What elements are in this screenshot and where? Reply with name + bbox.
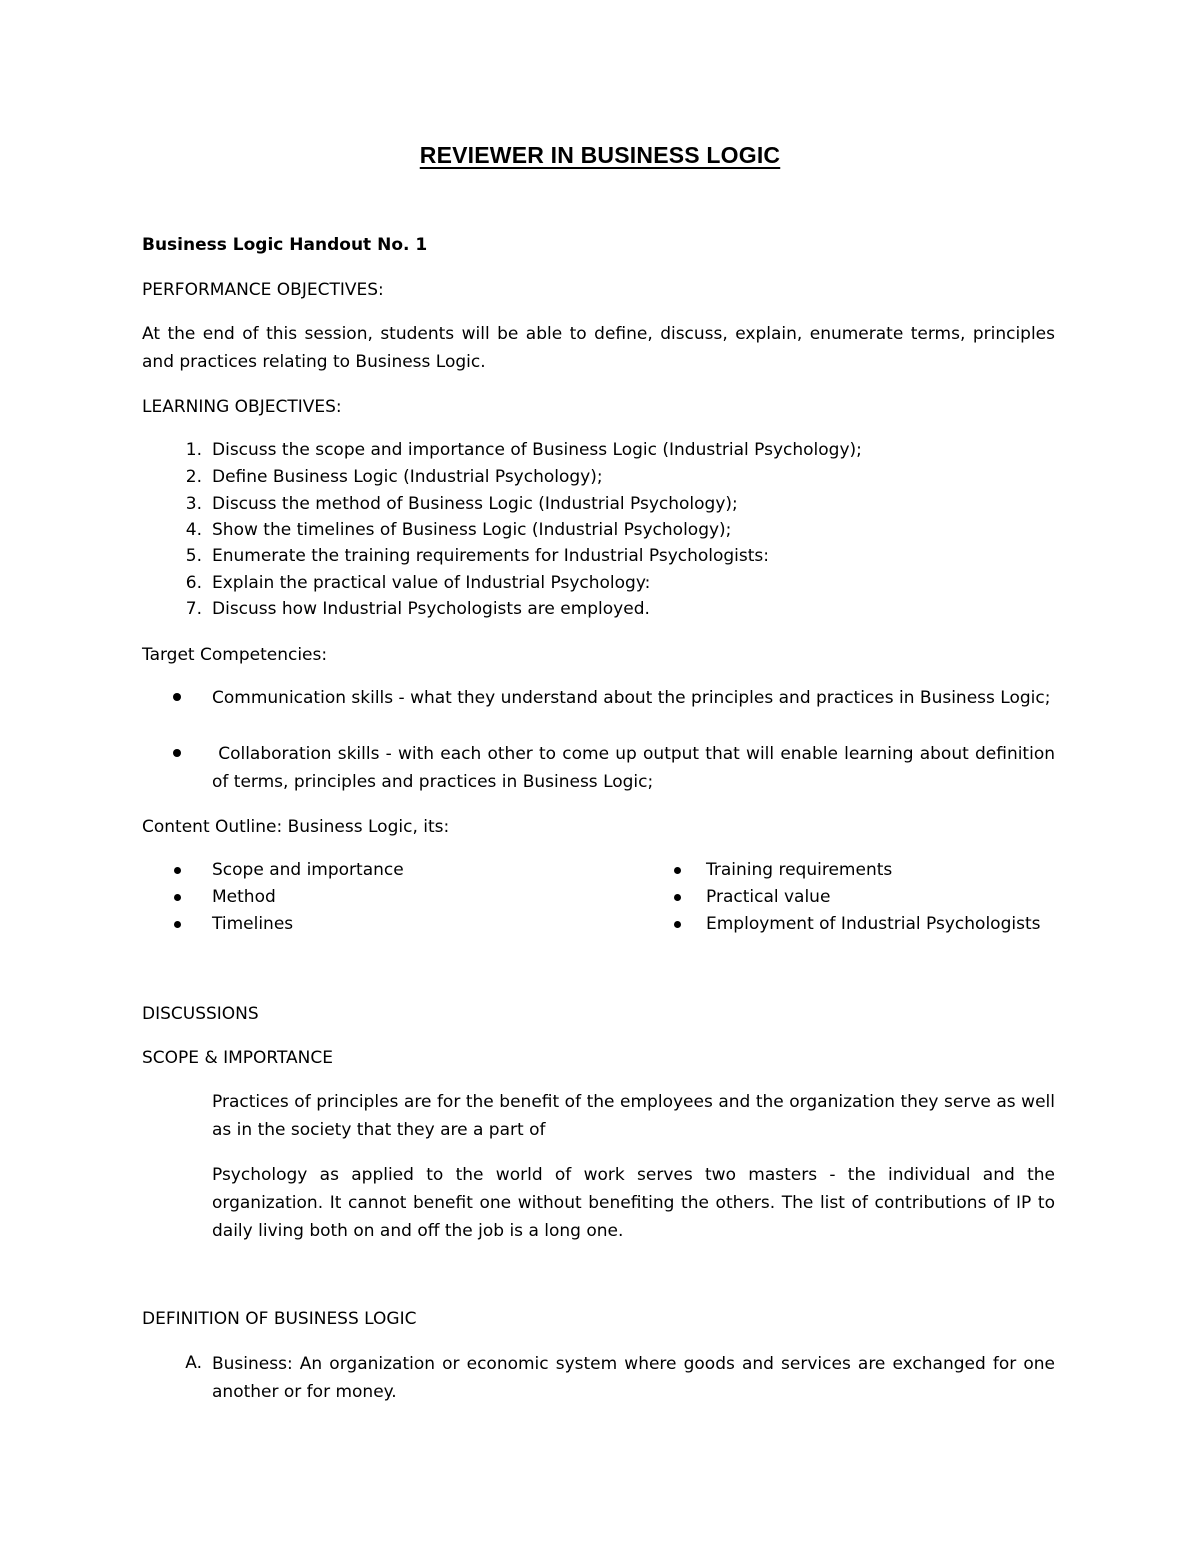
definition-heading: DEFINITION OF BUSINESS LOGIC [142,1309,417,1329]
performance-objectives-text: At the end of this session, students will be able to define, discuss, explain, enumerate terms, principles and practices relating to Business Logic. [142,324,1055,372]
list-item: Employment of Industrial Psychologists [706,914,1041,934]
scope-paragraph-1: Practices of principles are for the benefit of the employees and the organization they serve as well as in the society that they are a part of [212,1092,1055,1140]
bullet-icon [174,867,181,874]
bullet-icon [674,921,681,928]
discussions-heading: DISCUSSIONS [142,1004,259,1024]
scope-paragraph-2: Psychology as applied to the world of work serves two masters - the individual and the organization. It cannot benefit one without benefiting the others. The list of contributions of IP to daily living both on and off the job is a long one. [212,1165,1055,1241]
list-item: Timelines [212,914,294,934]
bullet-icon [174,921,181,928]
bullet-icon [174,894,181,901]
list-item: Collaboration skills - with each other to come up output that will enable learning about definition of terms, principles and practices in Business Logic; [212,744,1061,792]
document-title: REVIEWER IN BUSINESS LOGIC [419,142,781,168]
content-outline-heading: Content Outline: Business Logic, its: [142,817,450,837]
list-item-marker: A. [185,1353,202,1373]
learning-objectives-heading: LEARNING OBJECTIVES: [142,397,342,417]
handout-label: Business Logic Handout No. 1 [142,235,428,255]
list-item: Training requirements [706,860,893,880]
list-item: Method [212,887,276,907]
bullet-icon [173,693,181,701]
bullet-icon [674,867,681,874]
list-item: Practical value [706,887,831,907]
document-page: REVIEWER IN BUSINESS LOGIC Business Logic Handout No. 1 PERFORMANCE OBJECTIVES: At the end of this session, students will be able to define, discuss, explain, enumerate terms, principles and practices relating to Business Logic. LEARNING OBJECTIVES: 1. Discuss the scope and importance of Business Logic (Industrial Psychology); 2. Define Business Logic (Industrial Psychology); 3. Discuss the method of Business Logic (Industrial Psychology); 4. Show the timelines of Business Logic (Industrial Psychology); 5. Enumerate the training requirements for Industrial Psychologists: 6. Explain the practical value of Industrial Psychology: 7. Discuss how Industrial Psychologists are employed. Target Competencies: Communication skills - what they understand about the principles and practices in Business Logic; Collaboration skills - with each other to come up output that will enable learning about definition of terms, principles and practices in Business Logic; Content Outline: Business Logic, its: Scope and importance Method Timelines Training requirements Practical value Employment of Industrial Psychologists DISCUSSIONS SCOPE & IMPORTANCE Practices of principles are for the benefit of the employees and the organization they serve as well as in the society that they are a part of Psychology as applied to the world of work serves two masters - the individual and the organization. It cannot benefit one without benefiting the others. The list of contributions of IP to daily living both on and off the job is a long one. DEFINITION OF BUSINESS LOGIC A. Business: An organization or economic system where goods and services are exchanged for one another or for money. [0,0,1200,1553]
list-item: Communication skills - what they understand about the principles and practices in Business Logic; [212,688,1051,708]
bullet-icon [674,894,681,901]
list-item: Scope and importance [212,860,404,880]
scope-importance-heading: SCOPE & IMPORTANCE [142,1048,334,1068]
performance-objectives-heading: PERFORMANCE OBJECTIVES: [142,280,384,300]
bullet-icon [173,749,181,757]
target-competencies-heading: Target Competencies: [142,645,328,665]
list-item: Business: An organization or economic system where goods and services are exchanged for one another or for money. [212,1354,1055,1402]
